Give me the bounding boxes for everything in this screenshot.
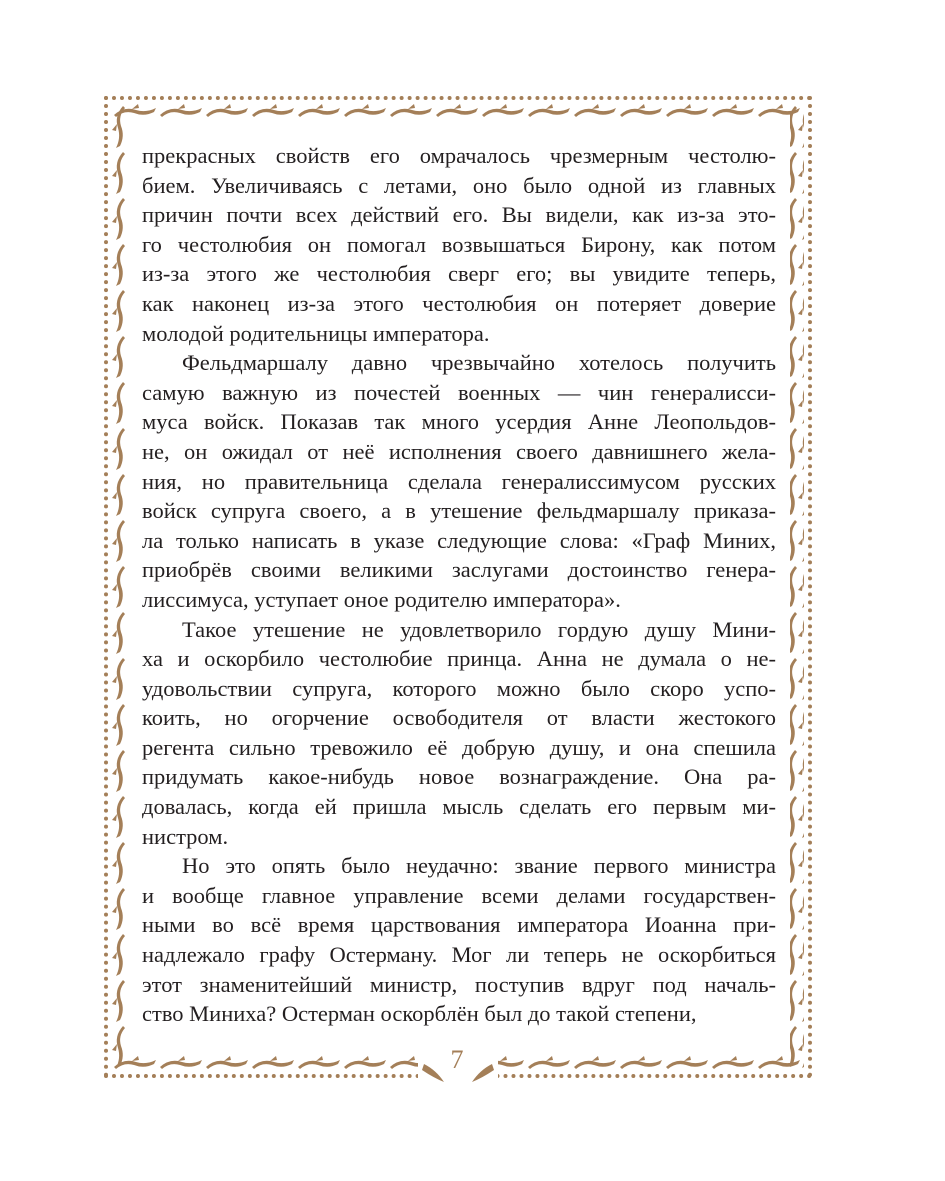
text-line: и вообще главное управление всеми делами государствен-: [142, 882, 776, 908]
text-line: не, он ожидал от неё исполнения своего давнишнего жела-: [142, 438, 776, 464]
text-line: как наконец из-за этого честолюбия он потеряет доверие: [142, 290, 776, 316]
paragraph: [142, 615, 776, 852]
text-line: причин почти всех действий его. Вы видели, как из-за это-: [142, 202, 776, 228]
text-line: довалась, когда ей пришла мысль сделать его первым ми-: [142, 794, 776, 820]
text-line: Такое утешение не удовлетворило гордую душу Мини-: [182, 616, 776, 642]
text-line: бием. Увеличиваясь с летами, оно было одной из главных: [142, 172, 776, 198]
page-number: 7: [445, 1045, 469, 1075]
text-line: самую важную из почестей военных — чин генералисси-: [142, 379, 776, 405]
text-line: ла только написать в указе следующие слова: «Граф Миних,: [142, 527, 776, 553]
text-line: надлежало графу Остерману. Мог ли теперь не оскорбиться: [142, 942, 776, 968]
text-line: Но это опять было неудачно: звание первого министра: [182, 853, 776, 879]
text-line: придумать какое-нибудь новое вознаграждение. Она ра-: [142, 764, 776, 790]
text-line: молодой родительницы императора.: [142, 320, 490, 346]
text-line: приобрёв своими великими заслугами достоинство генера-: [142, 557, 776, 583]
text-line: ными во всё время царствования императора Иоанна при-: [142, 912, 776, 938]
text-line: коить, но огорчение освободителя от власти жестокого: [142, 705, 776, 731]
text-line: войск супруга своего, а в утешение фельдмаршалу приказа-: [142, 498, 776, 524]
text-line: муса войск. Показав так много усердия Анне Леопольдов-: [142, 409, 776, 435]
text-line: удовольствии супруга, которого можно было скоро успо-: [142, 675, 776, 701]
paragraph: [142, 141, 776, 348]
text-line: го честолюбия он помогал возвышаться Бирону, как потом: [142, 231, 776, 257]
text-line: из-за этого же честолюбия сверг его; вы увидите теперь,: [142, 261, 776, 287]
text-line: нистром.: [142, 823, 229, 849]
text-line: ния, но правительница сделала генералиссимусом русских: [142, 468, 776, 494]
paragraph: [142, 348, 776, 614]
body-text: [142, 141, 776, 1029]
text-line: лиссимуса, уступает оное родителю императора».: [142, 586, 621, 612]
text-line: регента сильно тревожило её добрую душу, и она спешила: [142, 734, 776, 760]
text-line: ство Миниха? Остерман оскорблён был до такой степени,: [142, 1001, 697, 1027]
text-line: ха и оскорбило честолюбие принца. Анна не думала о не-: [142, 646, 776, 672]
paragraph: [142, 851, 776, 1029]
text-line: Фельдмаршалу давно чрезвычайно хотелось получить: [182, 350, 776, 376]
text-line: этот знаменитейший министр, поступив вдруг под началь-: [142, 971, 776, 997]
text-line: прекрасных свойств его омрачалось чрезмерным честолю-: [142, 143, 776, 168]
